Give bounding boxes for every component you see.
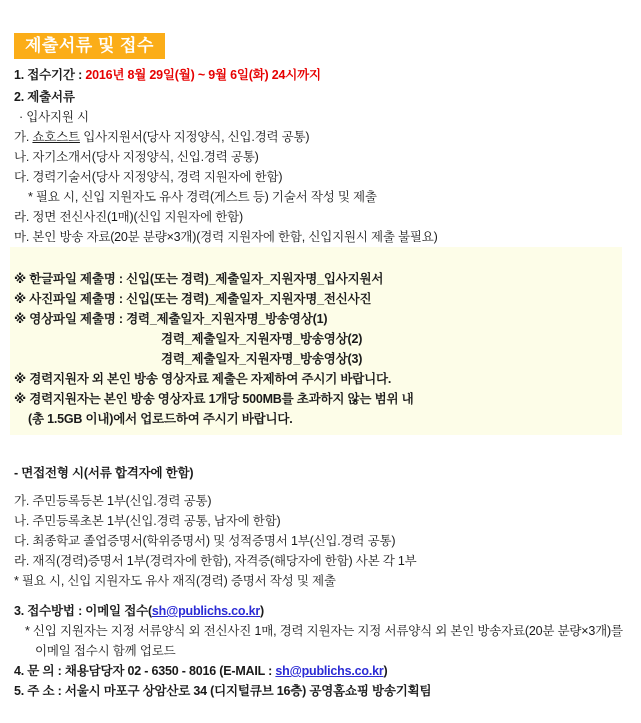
method-note-line2: 이메일 접수시 함께 업로드 [35, 644, 176, 658]
file-naming-note-box [10, 247, 622, 435]
note-video-filename-3: 경력_제출일자_지원자명_방송영상(3) [161, 352, 363, 366]
interview-item-na: 나. 주민등록초본 1부(신입.경력 공통, 남자에 한함) [14, 514, 281, 528]
apply-item-na: 나. 자기소개서(당사 지정양식, 신입.경력 공통) [14, 150, 259, 164]
interview-item-note: * 필요 시, 신입 지원자도 유사 재직(경력) 증명서 작성 및 제출 [14, 574, 336, 588]
reception-period-value: 2016년 8월 29일(월) ~ 9월 6일(화) 24시까지 [85, 68, 321, 82]
apply-item-ra: 라. 정면 전신사진(1매)(신입 지원자에 한함) [14, 210, 243, 224]
apply-item-ga-underlined: 쇼호스트 [32, 130, 80, 144]
interview-item-da: 다. 최종학교 졸업증명서(학위증명서) 및 성적증명서 1부(신입.경력 공통) [14, 534, 396, 548]
section-title-banner [14, 33, 165, 59]
apply-stage-bullet: · 입사지원 시 [19, 110, 89, 124]
apply-item-ga-rest: 입사지원서(당사 지정양식, 신입.경력 공통) [79, 130, 310, 144]
reception-period-label: 1. 접수기간 : [14, 68, 86, 82]
note-video-restriction: ※ 경력지원자 외 본인 방송 영상자료 제출은 자제하여 주시기 바랍니다. [14, 372, 392, 386]
note-video-filename-2: 경력_제출일자_지원자명_방송영상(2) [161, 332, 363, 346]
reception-period-line [0, 65, 641, 85]
note-size-limit-cont: (총 1.5GB 이내)에서 업로드하여 주시기 바랍니다. [28, 412, 293, 426]
contact-label: 4. 문 의 : 채용담당자 02 - 6350 - 8016 (E-MAIL : [14, 664, 276, 678]
apply-item-ma: 마. 본인 방송 자료(20분 분량×3개)(경력 지원자에 한함, 신입지원시 제출 불필요) [14, 230, 438, 244]
method-note-line1: * 신입 지원자는 지정 서류양식 외 전신사진 1매, 경력 지원자는 지정 서류양식 외 본인 방송자료(20분 분량×3개)를 [25, 624, 623, 638]
contact-line [0, 661, 641, 681]
note-size-limit: ※ 경력지원자는 본인 방송 영상자료 1개당 500MB를 초과하지 않는 범위 내 [14, 392, 414, 406]
method-suffix: ) [260, 604, 265, 618]
address-line: 5. 주 소 : 서울시 마포구 상암산로 34 (디지털큐브 16층) 공영홈쇼핑 방송기획팀 [14, 684, 432, 698]
apply-item-da-note: * 필요 시, 신입 지원자도 유사 경력(게스트 등) 기술서 작성 및 제출 [28, 190, 377, 204]
interview-item-ga: 가. 주민등록등본 1부(신입.경력 공통) [14, 494, 212, 508]
note-hangul-filename: ※ 한글파일 제출명 : 신입(또는 경력)_제출일자_지원자명_입사지원서 [14, 272, 384, 286]
interview-item-ra: 라. 재직(경력)증명서 1부(경력자에 한함), 자격증(해당자에 한함) 사본 각 1부 [14, 554, 417, 568]
apply-item-da: 다. 경력기술서(당사 지정양식, 경력 지원자에 한함) [14, 170, 283, 184]
section-title-text: 제출서류 및 접수 [25, 36, 154, 55]
interview-stage-heading: - 면접전형 시(서류 합격자에 한함) [14, 466, 194, 480]
method-email-link[interactable]: sh@publichs.co.kr [151, 604, 261, 618]
apply-item-ga-prefix: 가. [14, 130, 33, 144]
contact-suffix: ) [383, 664, 388, 678]
contact-email-link[interactable]: sh@publichs.co.kr [275, 664, 384, 678]
method-label: 3. 접수방법 : 이메일 접수( [14, 604, 152, 618]
method-line [0, 601, 641, 621]
note-video-filename-1: ※ 영상파일 제출명 : 경력_제출일자_지원자명_방송영상(1) [14, 312, 328, 326]
apply-item-ga [0, 127, 641, 147]
note-photo-filename: ※ 사진파일 제출명 : 신입(또는 경력)_제출일자_지원자명_전신사진 [14, 292, 372, 306]
documents-heading: 2. 제출서류 [14, 90, 75, 104]
